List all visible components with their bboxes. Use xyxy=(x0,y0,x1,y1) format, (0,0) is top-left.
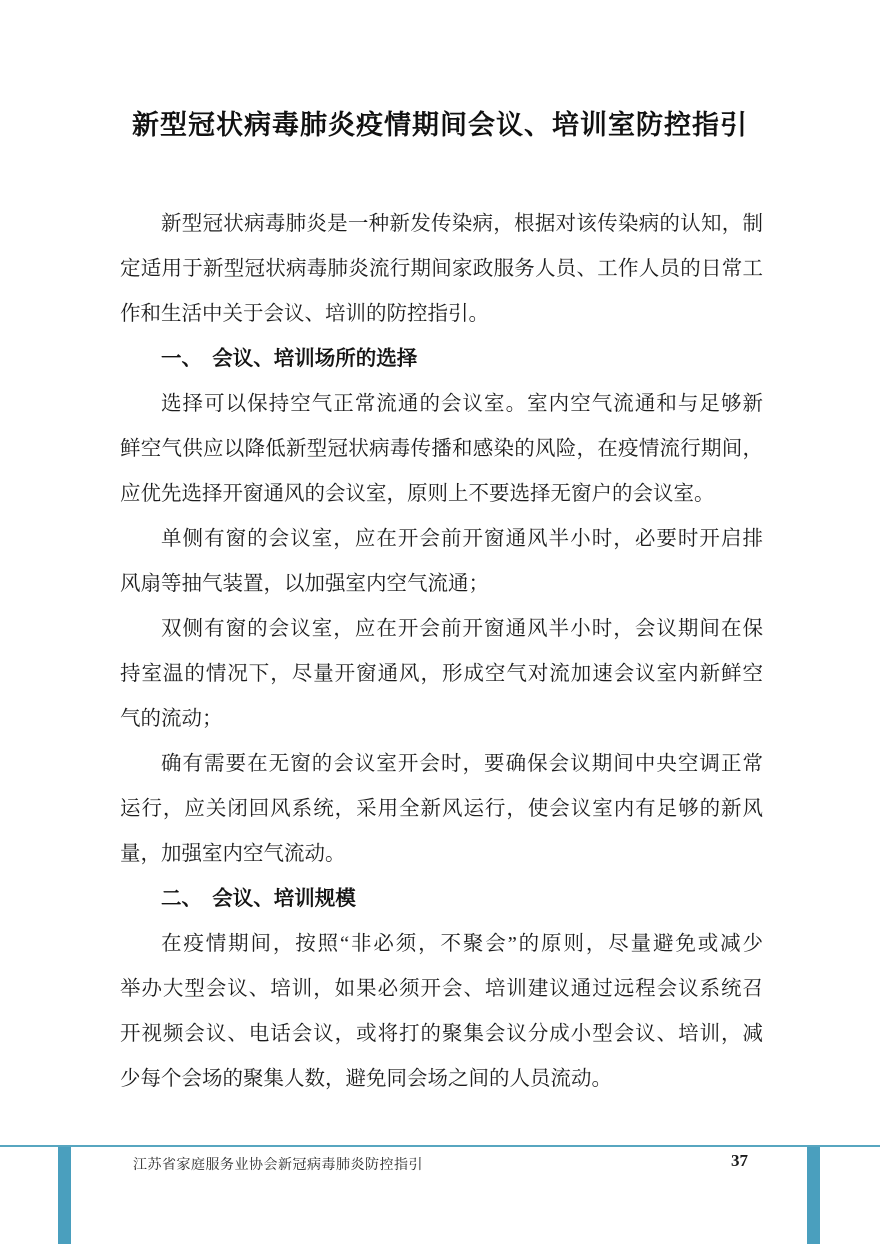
paragraph-line: 定适用于新型冠状病毒肺炎流行期间家政服务人员、工作人员的日常工 xyxy=(120,258,763,280)
paragraph-line: 少每个会场的聚集人数，避免同会场之间的人员流动。 xyxy=(120,1068,612,1090)
footer-text: 江苏省家庭服务业协会新冠病毒肺炎防控指引 xyxy=(133,1158,423,1173)
section-heading: 二、 会议、培训规模 xyxy=(161,888,356,910)
paragraph-line: 新型冠状病毒肺炎是一种新发传染病，根据对该传染病的认知，制 xyxy=(161,213,763,235)
document-title: 新型冠状病毒肺炎疫情期间会议、培训室防控指引 xyxy=(132,110,748,140)
right-accent-bar xyxy=(807,1147,820,1244)
footer-rule xyxy=(0,1145,880,1147)
paragraph-line: 双侧有窗的会议室，应在开会前开窗通风半小时，会议期间在保 xyxy=(161,618,763,640)
section-heading: 一、 会议、培训场所的选择 xyxy=(161,348,418,370)
paragraph-line: 选择可以保持空气正常流通的会议室。室内空气流通和与足够新 xyxy=(161,393,763,415)
paragraph-line: 应优先选择开窗通风的会议室，原则上不要选择无窗户的会议室。 xyxy=(120,483,715,505)
left-accent-bar xyxy=(58,1147,71,1244)
document-body xyxy=(120,202,763,1102)
paragraph-line: 量，加强室内空气流动。 xyxy=(120,843,346,865)
paragraph-line: 持室温的情况下，尽量开窗通风，形成空气对流加速会议室内新鲜空 xyxy=(120,663,763,685)
paragraph-line: 确有需要在无窗的会议室开会时，要确保会议期间中央空调正常 xyxy=(161,753,763,775)
paragraph-line: 单侧有窗的会议室，应在开会前开窗通风半小时，必要时开启排 xyxy=(161,528,763,550)
paragraph-line: 在疫情期间，按照“非必须，不聚会”的原则，尽量避免或减少 xyxy=(161,933,763,955)
paragraph-line: 鲜空气供应以降低新型冠状病毒传播和感染的风险，在疫情流行期间， xyxy=(120,438,763,460)
paragraph-line: 气的流动； xyxy=(120,708,223,730)
paragraph-line: 风扇等抽气装置，以加强室内空气流通； xyxy=(120,573,489,595)
paragraph-line: 作和生活中关于会议、培训的防控指引。 xyxy=(120,303,489,325)
page-number: 37 xyxy=(731,1151,748,1170)
paragraph-line: 运行，应关闭回风系统，采用全新风运行，使会议室内有足够的新风 xyxy=(120,798,763,820)
paragraph-line: 举办大型会议、培训，如果必须开会、培训建议通过远程会议系统召 xyxy=(120,978,763,1000)
paragraph-line: 开视频会议、电话会议，或将打的聚集会议分成小型会议、培训，减 xyxy=(120,1023,763,1045)
